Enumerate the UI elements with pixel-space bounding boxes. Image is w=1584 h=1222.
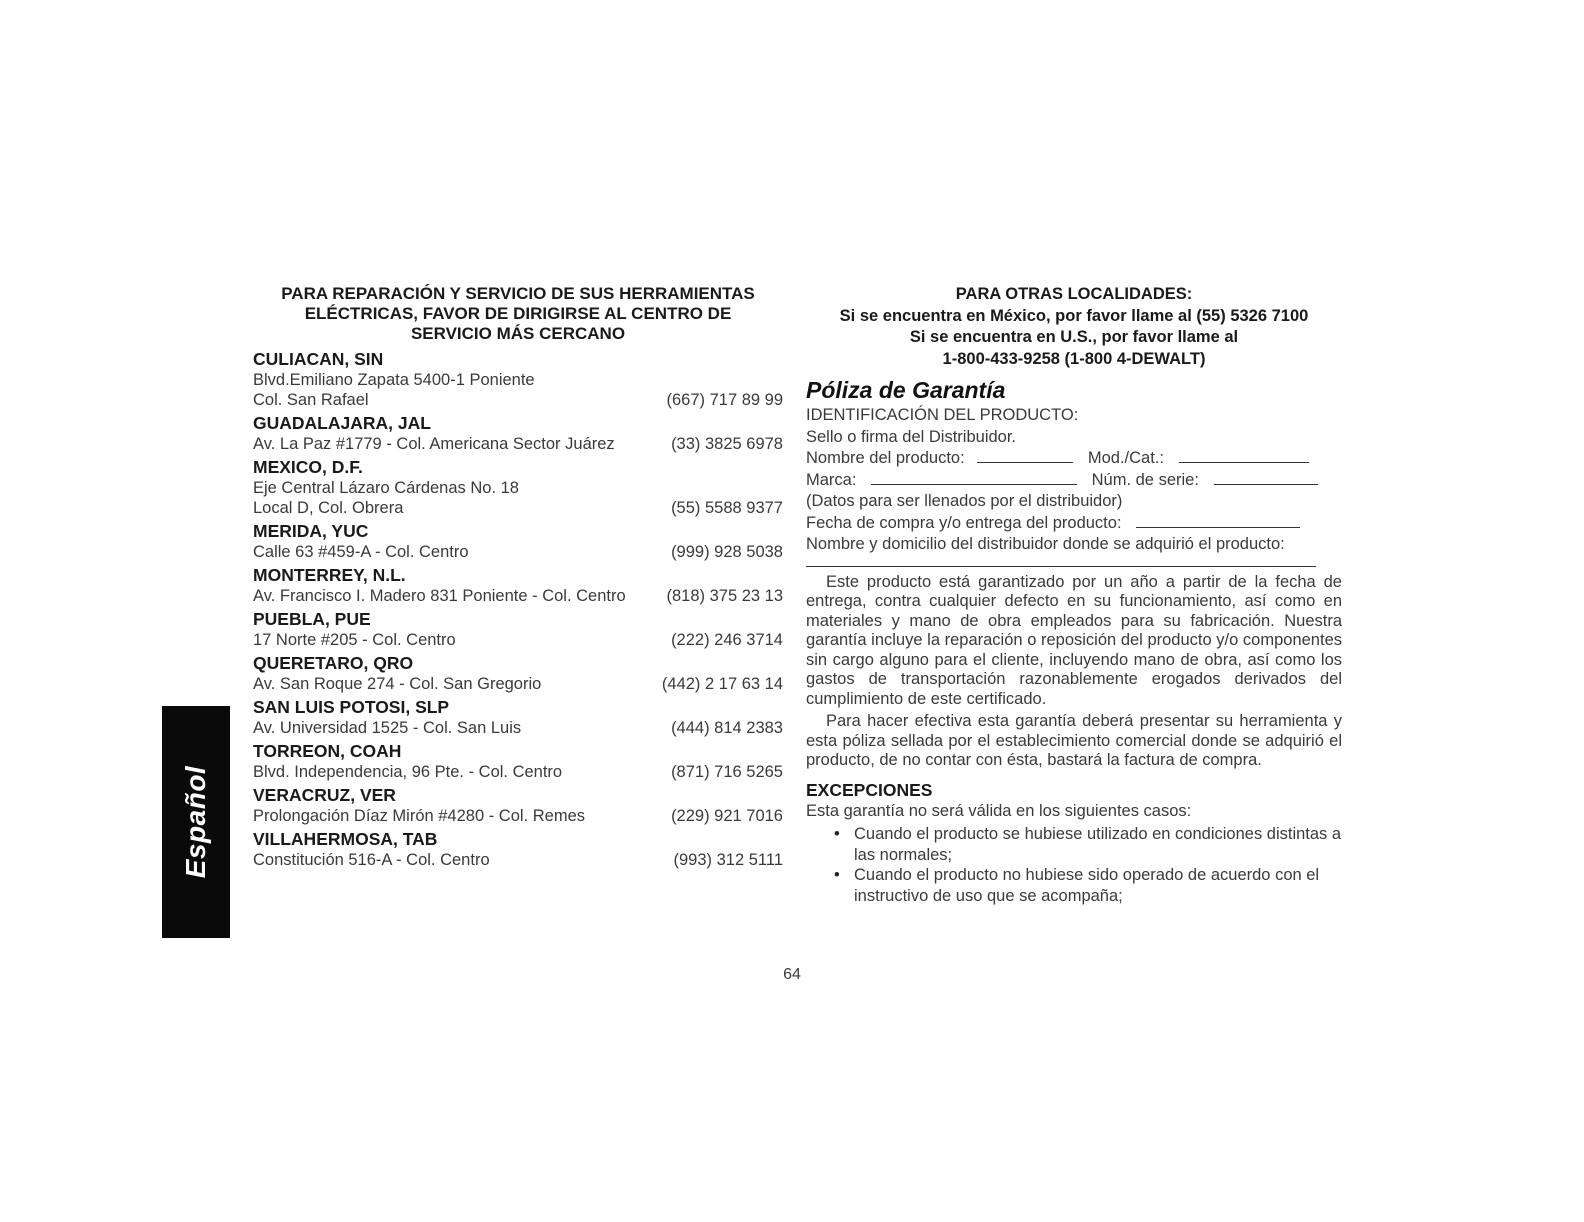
service-center-city: TORREON, COAH <box>253 741 402 761</box>
service-center-phone: (229) 921 7016 <box>671 807 783 825</box>
service-center-address: Eje Central Lázaro Cárdenas No. 18 <box>253 479 519 497</box>
service-center-city: MERIDA, YUC <box>253 521 369 541</box>
service-center-city: VILLAHERMOSA, TAB <box>253 829 438 849</box>
warranty-claim-paragraph: Para hacer efectiva esta garantía deberá presentar su herramienta y esta póliza sellada por el establecimiento comercial donde se adquirió el producto, de no contar con ésta, bastará la factura de compra. <box>806 712 1342 769</box>
exceptions-intro: Esta garantía no será válida en los siguientes casos: <box>806 801 1192 820</box>
service-center-address-row <box>253 718 783 738</box>
service-center-address-row <box>253 434 783 454</box>
service-center-phone: (444) 814 2383 <box>671 719 783 737</box>
service-center-address-row <box>253 762 783 782</box>
exceptions-list <box>806 824 1342 906</box>
service-center-address: Av. Francisco I. Madero 831 Poniente - Col. Centro <box>253 587 626 605</box>
service-center-city: VERACRUZ, VER <box>253 785 396 805</box>
service-center-city: MONTERREY, N.L. <box>253 565 406 585</box>
service-center-city: QUERETARO, QRO <box>253 653 414 673</box>
service-heading-line: PARA REPARACIÓN Y SERVICIO DE SUS HERRAMIENTAS <box>281 284 755 303</box>
service-center-phone: (55) 5588 9377 <box>671 499 783 517</box>
service-center-address: Blvd. Independencia, 96 Pte. - Col. Centro <box>253 763 563 781</box>
service-center-address: Constitución 516-A - Col. Centro <box>253 851 490 869</box>
service-center-address: 17 Norte #205 - Col. Centro <box>253 631 456 649</box>
us-phone-number: 1-800-433-9258 (1-800 4-DEWALT) <box>942 349 1206 368</box>
language-tab-label: Español <box>180 765 212 879</box>
exceptions-heading: EXCEPCIONES <box>806 779 933 800</box>
service-center-address-row <box>253 674 783 694</box>
service-center-phone: (222) 246 3714 <box>671 631 783 649</box>
service-center-address-row <box>253 630 783 650</box>
service-center-address: Prolongación Díaz Mirón #4280 - Col. Remes <box>253 807 585 825</box>
brand-blank[interactable] <box>871 470 1077 485</box>
model-blank[interactable] <box>1179 448 1309 463</box>
service-center-city: PUEBLA, PUE <box>253 609 371 629</box>
warranty-paragraph: Este producto está garantizado por un año a partir de la fecha de entrega, contra cualquier defecto en su funcionamiento, así como en materiales y mano de obra empleados para su fabricación. Nuestra garantía incluye la reparación o reposición del producto y/o componentes sin cargo alguno para el cliente, incluyendo mano de obra, así como los gastos de transportación razonablemente erogados derivados del cumplimiento de este certificado. <box>806 572 1342 708</box>
service-center-address-row <box>253 542 783 562</box>
mexico-phone-line: Si se encuentra en México, por favor llame al (55) 5326 7100 <box>839 306 1309 325</box>
service-center-address: Av. La Paz #1779 - Col. Americana Sector Juárez <box>253 435 615 453</box>
exception-item: • Cuando el producto no hubiese sido operado de acuerdo con el instructivo de uso que se acompaña; <box>834 865 1342 906</box>
service-heading-line: ELÉCTRICAS, FAVOR DE DIRIGIRSE AL CENTRO DE <box>304 304 732 323</box>
service-center-city: MEXICO, D.F. <box>253 457 363 477</box>
serial-label: Núm. de serie: <box>1091 470 1199 489</box>
service-center-address: Av. Universidad 1525 - Col. San Luis <box>253 719 522 737</box>
product-name-label: Nombre del producto: <box>806 449 965 467</box>
brand-row <box>806 470 1342 492</box>
service-center-phone: (871) 716 5265 <box>671 763 783 781</box>
distributor-seal-label: Sello o firma del Distribuidor. <box>806 427 1017 446</box>
service-center-phone: (33) 3825 6978 <box>671 435 783 453</box>
product-identification-label: IDENTIFICACIÓN DEL PRODUCTO: <box>806 406 1079 424</box>
service-center-phone: (667) 717 89 99 <box>666 391 783 409</box>
other-locations-heading <box>806 284 1342 370</box>
service-center-address-row <box>253 498 783 518</box>
service-center-city: CULIACAN, SIN <box>253 349 384 369</box>
page-number: 64 <box>783 966 801 983</box>
service-center-phone: (993) 312 5111 <box>673 851 783 869</box>
warranty-column <box>806 284 1342 906</box>
purchase-date-row <box>806 513 1342 535</box>
service-center-city: SAN LUIS POTOSI, SLP <box>253 697 450 717</box>
service-center-address: Av. San Roque 274 - Col. San Gregorio <box>253 675 542 693</box>
distributor-data-note: (Datos para ser llenados por el distribuidor) <box>806 492 1123 510</box>
service-center-address: Col. San Rafael <box>253 391 369 409</box>
service-heading <box>253 284 783 344</box>
other-locations-title: PARA OTRAS LOCALIDADES: <box>955 285 1193 303</box>
exception-item: • Cuando el producto se hubiese utilizado en condiciones distintas a las normales; <box>834 824 1342 865</box>
service-center-address-row <box>253 806 783 826</box>
service-center-address: Local D, Col. Obrera <box>253 499 404 517</box>
service-center-address: Calle 63 #459-A - Col. Centro <box>253 543 469 561</box>
service-center-address: Blvd.Emiliano Zapata 5400-1 Poniente <box>253 371 535 389</box>
language-side-tab <box>162 706 230 938</box>
distributor-address-blank[interactable] <box>806 556 1316 567</box>
service-center-address-row <box>253 586 783 606</box>
service-centers-list <box>253 349 783 870</box>
service-center-phone: (818) 375 23 13 <box>666 587 783 605</box>
service-center-address-row <box>253 850 783 870</box>
us-phone-line: Si se encuentra en U.S., por favor llame al <box>909 328 1239 346</box>
service-heading-line: SERVICIO MÁS CERCANO <box>410 324 626 343</box>
service-center-address-row <box>253 478 783 498</box>
purchase-date-label: Fecha de compra y/o entrega del producto: <box>806 513 1122 532</box>
model-label: Mod./Cat.: <box>1087 449 1164 467</box>
serial-blank[interactable] <box>1214 470 1318 485</box>
distributor-address-label: Nombre y domicilio del distribuidor donde se adquirió el producto: <box>806 535 1285 553</box>
service-center-address-row <box>253 390 783 410</box>
warranty-title: Póliza de Garantía <box>806 377 1006 403</box>
service-center-phone: (999) 928 5038 <box>671 543 783 561</box>
service-center-phone: (442) 2 17 63 14 <box>661 675 783 693</box>
service-center-address-row <box>253 370 783 390</box>
brand-label: Marca: <box>806 470 857 489</box>
purchase-date-blank[interactable] <box>1136 513 1300 528</box>
service-centers-column <box>253 284 783 870</box>
product-name-blank[interactable] <box>977 448 1073 463</box>
product-name-row <box>806 448 1342 470</box>
service-center-city: GUADALAJARA, JAL <box>253 413 431 433</box>
